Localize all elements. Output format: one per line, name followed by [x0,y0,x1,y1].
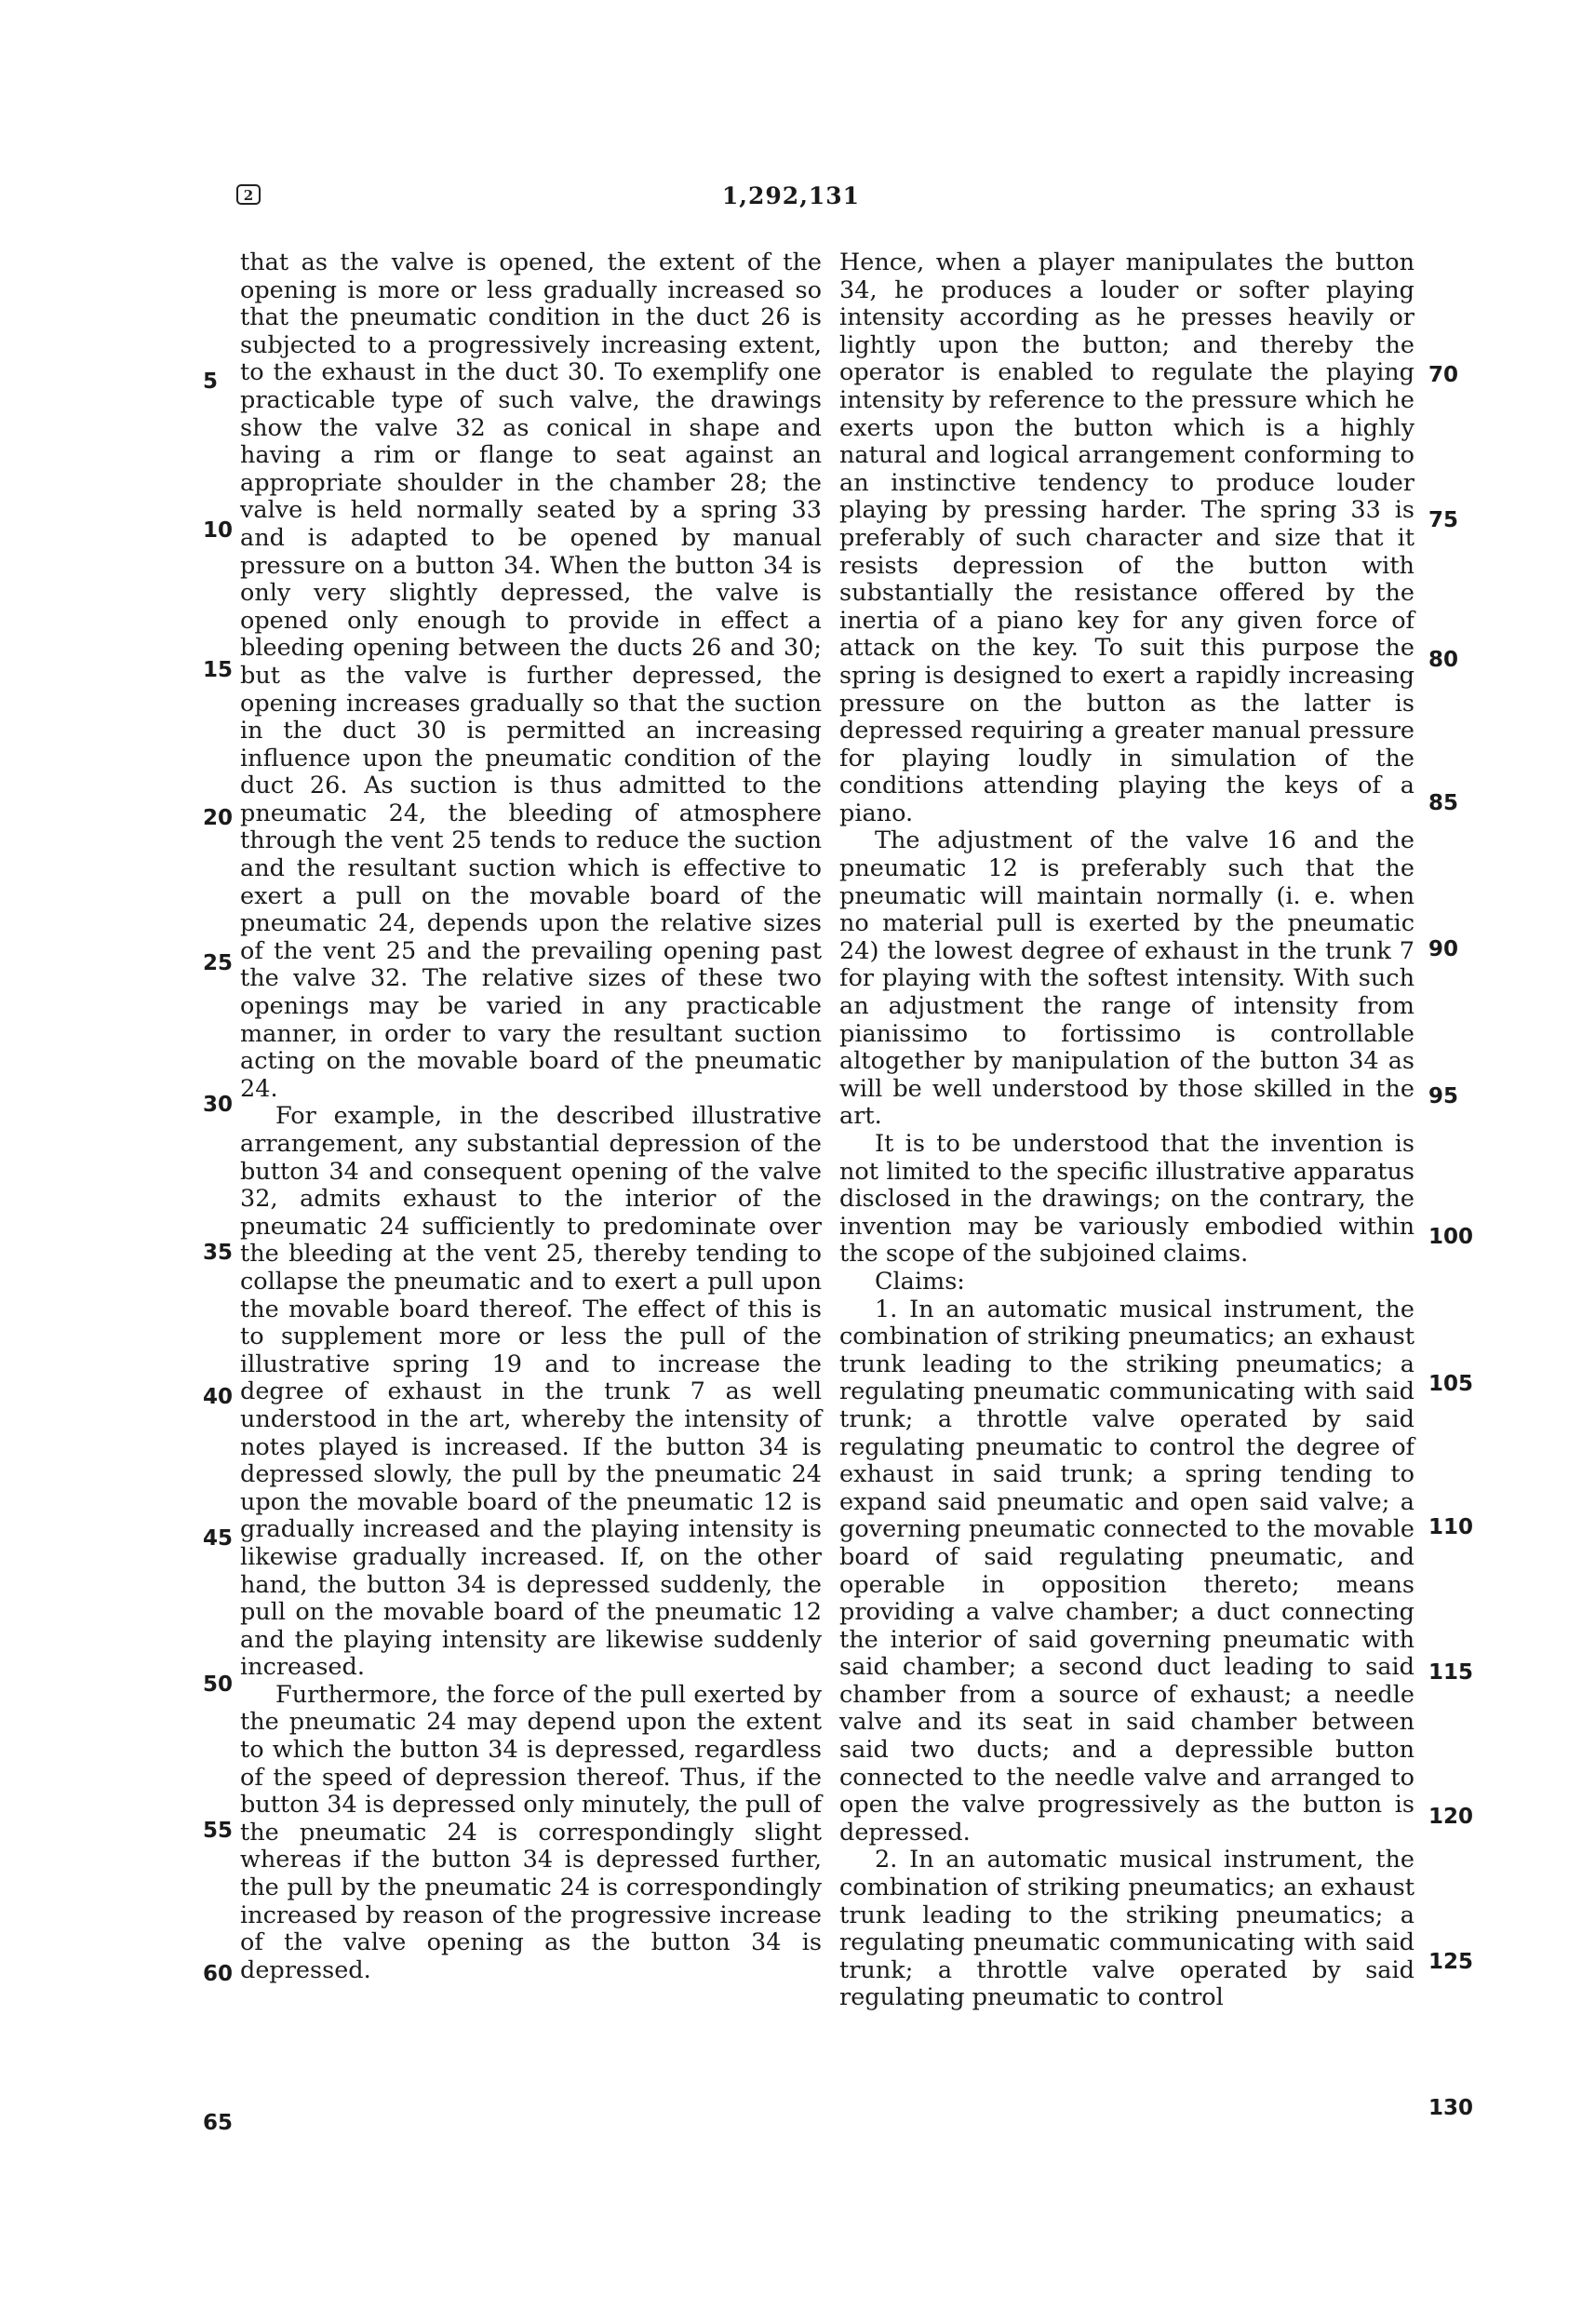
line-number: 70 [1428,363,1459,387]
line-number: 60 [203,1962,234,1986]
line-number: 115 [1428,1660,1474,1685]
line-number: 15 [203,658,234,682]
paragraph: It is to be understood that the invention is not limited to the specific illustrative apparatus disclosed in the drawings; on the contrary, the invention may be variously embodied within the scope of the subjoined claims. [839,1130,1414,1269]
line-number: 5 [203,369,219,394]
claim-2: 2. In an automatic musical instrument, the combination of striking pneumatics; an exhaust trunk leading to the striking pneumatics; a regulating pneumatic communicating with said trunk; a throttle valve operated by said regulating pneumatic to control [839,1846,1414,2012]
line-number: 105 [1428,1372,1474,1396]
line-number: 30 [203,1093,234,1117]
line-number: 20 [203,806,234,830]
line-number: 10 [203,518,234,543]
line-number: 35 [203,1241,234,1265]
paragraph: that as the valve is opened, the extent of the opening is more or less gradually increased so that the pneumatic condition in the duct 26 is subjected to a progressively increasing extent, to the exhaust in the duct 30. To exemplify one practicable type of such valve, the drawings show the valve 32 as conical in shape and having a rim or flange to seat against an appropriate shoulder in the chamber 28; the valve is held normally seated by a spring 33 and is adapted to be opened by manual pressure on a button 34. When the button 34 is only very slightly depressed, the valve is opened only enough to provide in effect a bleeding opening between the ducts 26 and 30; but as the valve is further depressed, the opening increases gradually so that the suction in the duct 30 is permitted an increasing influence upon the pneumatic condition of the duct 26. As suction is thus admitted to the pneumatic 24, the bleeding of atmosphere through the vent 25 tends to reduce the suction and the resultant suction which is effective to exert a pull on the movable board of the pneumatic 24, depends upon the relative sizes of the vent 25 and the prevailing opening past the valve 32. The relative sizes of these two openings may be varied in any practicable manner, in order to vary the resultant suction acting on the movable board of the pneumatic 24. [240,249,822,1103]
line-number: 25 [203,951,234,975]
line-number: 95 [1428,1084,1459,1108]
line-number: 50 [203,1672,234,1697]
line-number: 90 [1428,937,1459,961]
line-number: 40 [203,1385,234,1409]
line-number: 110 [1428,1515,1474,1539]
line-number: 130 [1428,2096,1474,2120]
paragraph: For example, in the described illustrative arrangement, any substantial depression of the button 34 and consequent opening of the valve 32, admits exhaust to the interior of the pneumatic 24 sufficiently to predominate over the bleeding at the vent 25, thereby tending to collapse the pneumatic and to exert a pull upon the movable board thereof. The effect of this is to supplement more or less the pull of the illustrative spring 19 and to increase the degree of exhaust in the trunk 7 as well understood in the art, whereby the intensity of notes played is increased. If the button 34 is depressed slowly, the pull by the pneumatic 24 upon the movable board of the pneumatic 12 is gradually increased and the playing intensity is likewise gradually increased. If, on the other hand, the button 34 is depressed suddenly, the pull on the movable board of the pneumatic 12 and the playing intensity are likewise suddenly increased. [240,1102,822,1682]
line-number: 100 [1428,1225,1474,1249]
page-header [0,182,1582,220]
claims-heading: Claims: [875,1267,965,1296]
line-number: 55 [203,1819,234,1843]
paragraph: The adjustment of the valve 16 and the pneumatic 12 is preferably such that the pneumatic will maintain normally (i. e. when no material pull is exerted by the pneumatic 24) the lowest degree of exhaust in the trunk 7 for playing with the softest intensity. With such an adjustment the range of intensity from pianissimo to fortissimo is controllable altogether by manipulation of the button 34 as will be well understood by those skilled in the art. [839,826,1414,1131]
line-number: 120 [1428,1805,1474,1829]
line-number: 45 [203,1526,234,1551]
svg-text:2: 2 [243,187,254,204]
claim-1: 1. In an automatic musical instrument, the combination of striking pneumatics; an exhaust trunk leading to the striking pneumatics; a regulating pneumatic communicating with said trunk; a throttle valve operated by said regulating pneumatic to control the degree of exhaust in said trunk; a spring tending to expand said pneumatic and open said valve; a governing pneumatic connected to the movable board of said regulating pneumatic, and operable in opposition thereto; means providing a valve chamber; a duct connecting the interior of said governing pneumatic with said chamber; a second duct leading to said chamber from a source of exhaust; a needle valve and its seat in said chamber between said two ducts; and a depressible button connected to the needle valve and arranged to open the valve progressively as the button is depressed. [839,1295,1414,1847]
right-column [839,249,1414,2012]
paragraph: Hence, when a player manipulates the button 34, he produces a louder or softer playing intensity according as he presses heavily or lightly upon the button; and thereby the operator is enabled to regulate the playing intensity by reference to the pressure which he exerts upon the button which is a highly natural and logical arrangement conforming to an instinctive tendency to produce louder playing by pressing harder. The spring 33 is preferably of such character and size that it resists depression of the button with substantially the resistance offered by the inertia of a piano key for any given force of attack on the key. To suit this purpose the spring is designed to exert a rapidly increasing pressure on the button as the latter is depressed requiring a greater manual pressure for playing loudly in simulation of the conditions attending playing the keys of a piano. [839,249,1414,827]
line-number: 80 [1428,648,1459,672]
paragraph: Furthermore, the force of the pull exerted by the pneumatic 24 may depend upon the extent to which the button 34 is depressed, regardless of the speed of depression thereof. Thus, if the button 34 is depressed only minutely, the pull of the pneumatic 24 is correspondingly slight whereas if the button 34 is depressed further, the pull by the pneumatic 24 is correspondingly increased by reason of the progressive increase of the valve opening as the button 34 is depressed. [240,1680,822,1984]
line-number: 125 [1428,1950,1474,1974]
line-number: 85 [1428,791,1459,815]
line-number: 75 [1428,508,1459,532]
line-number: 65 [203,2111,234,2135]
left-column [240,249,822,1984]
patent-number: 1,292,131 [721,182,861,209]
